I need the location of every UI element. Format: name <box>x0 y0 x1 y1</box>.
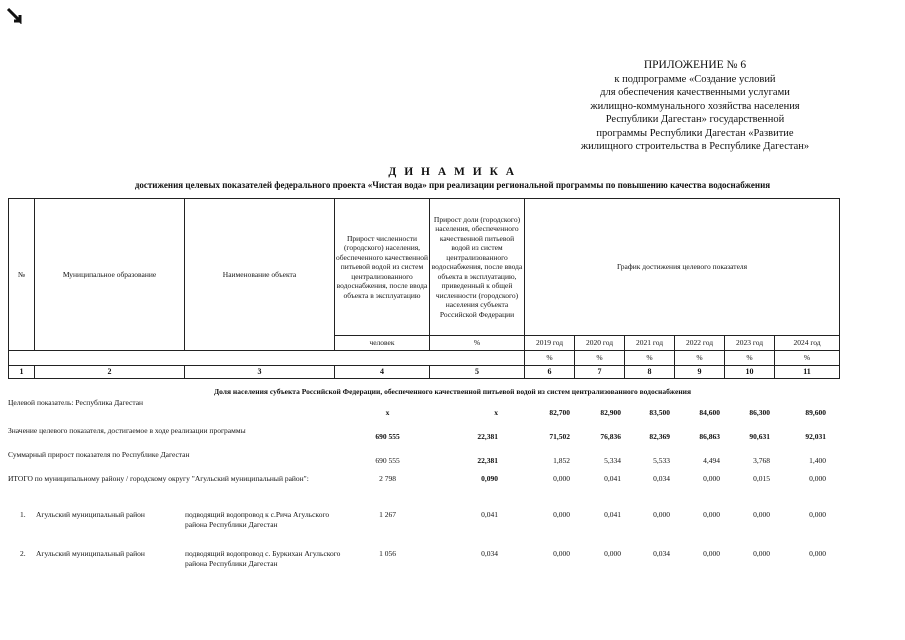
cell-growth-share: 0,041 <box>481 510 498 519</box>
row-number: 2. <box>20 549 26 558</box>
cell-growth-share: x <box>494 408 498 417</box>
document-subtitle: достижения целевых показателей федерального проекта «Чистая вода» при реализации региональной программы по повышению качества водоснабжения <box>134 180 771 190</box>
cell-year: 86,863 <box>699 432 720 441</box>
row-number: 1. <box>20 510 26 519</box>
cell-year: 0,000 <box>809 510 826 519</box>
header-num: № <box>9 199 35 351</box>
header-table <box>8 198 840 379</box>
appendix-title: ПРИЛОЖЕНИЕ № 6 <box>643 59 747 71</box>
cell-year: 0,034 <box>653 474 670 483</box>
column-number: 3 <box>185 366 335 379</box>
cell-growth-people: 2 798 <box>379 474 396 483</box>
appendix-line: Республики Дагестан» государственной <box>605 114 785 125</box>
appendix-line: жилищно-коммунального хозяйства населения <box>590 100 800 112</box>
column-number: 11 <box>775 366 840 379</box>
unit-year: % <box>675 351 725 366</box>
appendix-line: жилищного строительства в Республике Дагестан» <box>580 141 810 152</box>
row-label: Суммарный прирост показателя по Республике Дагестан <box>8 450 190 459</box>
cell-year: 0,015 <box>753 474 770 483</box>
unit-year: % <box>575 351 625 366</box>
cell-year: 90,631 <box>749 432 770 441</box>
column-number: 4 <box>335 366 430 379</box>
cell-year: 0,000 <box>604 549 621 558</box>
column-number: 1 <box>9 366 35 379</box>
cell-year: 71,502 <box>549 432 570 441</box>
appendix-block <box>580 59 810 154</box>
row-achieved <box>8 426 839 450</box>
header-year: 2022 год <box>675 336 725 351</box>
header-year: 2023 год <box>725 336 775 351</box>
cell-year: 4,494 <box>703 456 720 465</box>
cell-year: 1,400 <box>809 456 826 465</box>
cell-year: 82,900 <box>600 408 621 417</box>
cell-year: 1,852 <box>553 456 570 465</box>
header-year: 2019 год <box>525 336 575 351</box>
cell-year: 84,600 <box>699 408 720 417</box>
appendix-line: для обеспечения качественными услугами <box>600 87 790 98</box>
cell-growth-people: 1 056 <box>379 549 396 558</box>
row-object: подводящий водопровод к с.Рича Агульского района Республики Дагестан <box>185 510 330 529</box>
column-number: 7 <box>575 366 625 379</box>
column-number: 5 <box>430 366 525 379</box>
table-row <box>8 504 839 543</box>
column-number: 9 <box>675 366 725 379</box>
cell-year: 82,369 <box>649 432 670 441</box>
cell-year: 0,000 <box>703 549 720 558</box>
data-rows <box>8 398 839 582</box>
cell-growth-people: 690 555 <box>375 456 400 465</box>
cell-growth-people: x <box>385 408 390 417</box>
cell-year: 5,334 <box>604 456 621 465</box>
unit-year: % <box>775 351 840 366</box>
row-label: ИТОГО по муниципальному району / городскому округу "Агульский муниципальный район": <box>8 474 309 483</box>
appendix-line: к подпрограмме «Создание условий <box>614 73 776 85</box>
cell-year: 3,768 <box>753 456 770 465</box>
cell-year: 76,836 <box>600 432 621 441</box>
cell-year: 0,041 <box>604 510 621 519</box>
unit-percent: % <box>430 336 525 351</box>
cell-year: 86,300 <box>749 408 770 417</box>
cell-year: 0,000 <box>703 510 720 519</box>
cell-year: 0,000 <box>809 474 826 483</box>
cell-year: 0,000 <box>753 510 770 519</box>
cell-growth-share: 22,381 <box>477 456 498 465</box>
header-year: 2020 год <box>575 336 625 351</box>
cell-growth-people: 1 267 <box>379 510 396 519</box>
cell-growth-people: 690 555 <box>375 432 400 441</box>
column-number: 6 <box>525 366 575 379</box>
row-label: Целевой показатель: Республика Дагестан <box>8 398 144 407</box>
row-label: Значение целевого показателя, достигаемое в ходе реализации программы <box>8 426 246 435</box>
cell-year: 0,000 <box>553 474 570 483</box>
cell-year: 92,031 <box>805 432 826 441</box>
unit-year: % <box>525 351 575 366</box>
cell-year: 0,034 <box>653 549 670 558</box>
cell-year: 0,000 <box>753 549 770 558</box>
header-object: Наименование объекта <box>185 199 335 351</box>
header-growth-share: Прирост доли (городского) населения, обеспеченного качественной питьевой водой из систем централизованного водоснабжения, после ввода объекта в эксплуатацию, приведенный к общей численности (городского) населения субъекта Российской Федерации <box>430 199 525 336</box>
header-schedule: График достижения целевого показателя <box>525 199 840 336</box>
header-growth-people: Прирост численности (городского) населения, обеспеченного качественной питьевой водой из систем централизованного водоснабжения, после ввода объекта в эксплуатацию <box>335 199 430 336</box>
unit-year: % <box>625 351 675 366</box>
cell-year: 83,500 <box>649 408 670 417</box>
column-number: 10 <box>725 366 775 379</box>
cell-year: 0,000 <box>553 549 570 558</box>
appendix-line: программы Республики Дагестан «Развитие <box>596 127 794 139</box>
cell-year: 0,000 <box>653 510 670 519</box>
cell-growth-share: 0,034 <box>481 549 498 558</box>
column-number: 2 <box>35 366 185 379</box>
cell-year: 0,041 <box>604 474 621 483</box>
header-year: 2021 год <box>625 336 675 351</box>
cell-growth-share: 0,090 <box>481 474 498 483</box>
unit-people: человек <box>335 336 430 351</box>
row-municipality: Агульский муниципальный район <box>36 549 145 558</box>
corner-staple-mark <box>6 6 24 24</box>
cell-year: 0,000 <box>553 510 570 519</box>
column-number: 8 <box>625 366 675 379</box>
cell-year: 89,600 <box>805 408 826 417</box>
row-target <box>8 398 839 426</box>
row-object: подводящий водопровод с. Буркихан Агульского района Республики Дагестан <box>185 549 341 568</box>
row-district-total <box>8 474 839 504</box>
row-total-growth <box>8 450 839 474</box>
header-year: 2024 год <box>775 336 840 351</box>
document-title: Д И Н А М И К А <box>388 166 517 178</box>
cell-year: 0,000 <box>703 474 720 483</box>
unit-year: % <box>725 351 775 366</box>
section-title: Доля населения субъекта Российской Федерации, обеспеченного качественной питьевой водой из систем централизованного водоснабжения <box>213 387 692 396</box>
header-municipality: Муниципальное образование <box>35 199 185 351</box>
cell-year: 5,533 <box>653 456 670 465</box>
cell-year: 0,000 <box>809 549 826 558</box>
table-row <box>8 543 839 582</box>
cell-year: 82,700 <box>549 408 570 417</box>
cell-growth-share: 22,381 <box>477 432 498 441</box>
row-municipality: Агульский муниципальный район <box>36 510 145 519</box>
